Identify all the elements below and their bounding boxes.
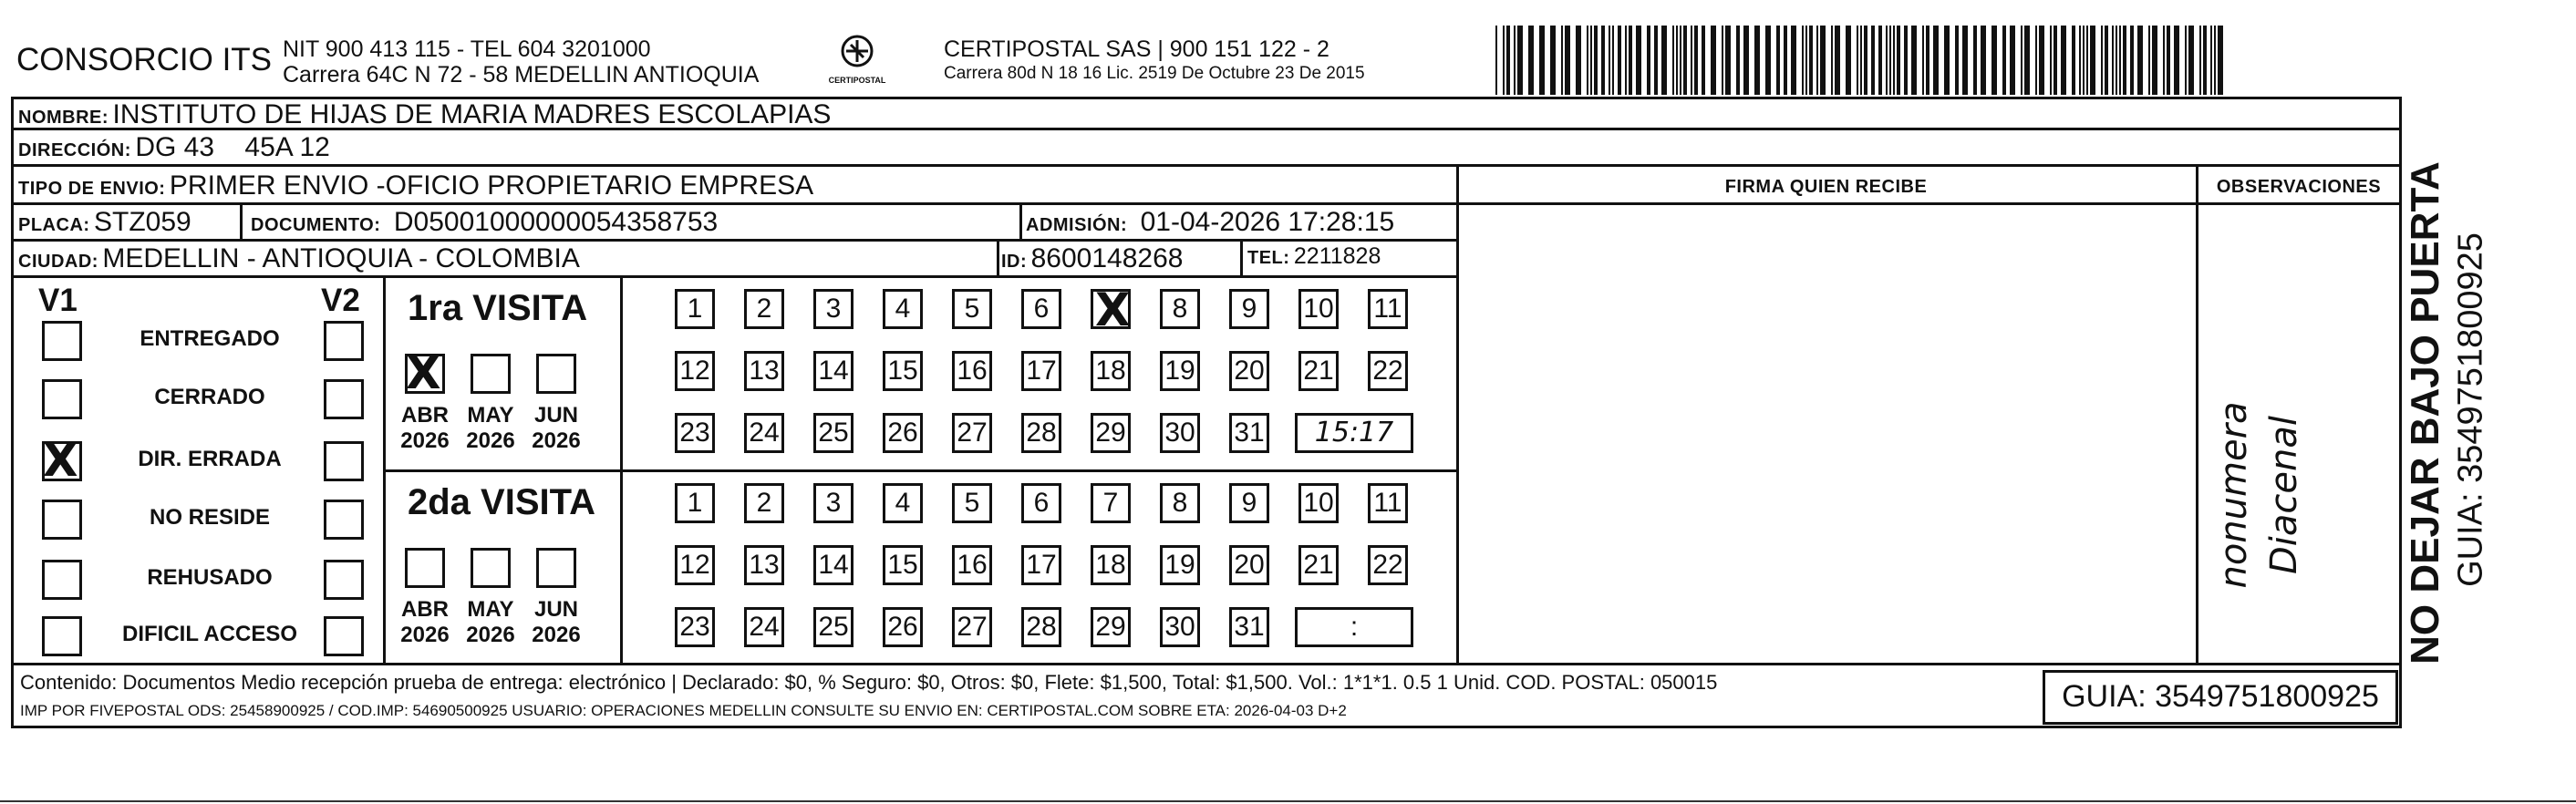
day-checkbox[interactable]: 19 xyxy=(1160,545,1200,585)
scan-edge-line xyxy=(0,800,2576,802)
status-reason-label: REHUSADO xyxy=(147,565,273,590)
day-checkbox[interactable]: 13 xyxy=(744,351,784,391)
day-checkbox[interactable]: 27 xyxy=(952,413,992,453)
no-dejar-bajo-puerta: NO DEJAR BAJO PUERTA xyxy=(2403,161,2447,665)
company-nit-tel: NIT 900 413 115 - TEL 604 3201000 xyxy=(283,36,651,62)
certipostal-logo-text: CERTIPOSTAL xyxy=(828,76,886,85)
day-checkbox[interactable]: 27 xyxy=(952,607,992,647)
day-checkbox[interactable]: 12 xyxy=(675,351,715,391)
ciudad-label: CIUDAD: xyxy=(18,252,98,272)
v1-checkbox[interactable] xyxy=(42,560,82,600)
day-checkbox[interactable]: 21 xyxy=(1298,351,1339,391)
day-checkbox[interactable]: 16 xyxy=(952,545,992,585)
time-field[interactable]: : xyxy=(1295,607,1413,647)
month-label xyxy=(461,403,520,454)
month-checkbox[interactable] xyxy=(536,354,576,394)
day-checkbox[interactable]: 2 xyxy=(744,483,784,523)
day-checkbox[interactable]: 11 xyxy=(1368,289,1408,329)
placa-value: STZ059 xyxy=(94,207,191,237)
visit-title: 1ra VISITA xyxy=(408,288,588,328)
day-checkbox[interactable]: 9 xyxy=(1229,289,1269,329)
day-checkbox[interactable]: 26 xyxy=(883,413,923,453)
day-checkbox[interactable]: 31 xyxy=(1229,607,1269,647)
day-checkbox[interactable]: 23 xyxy=(675,413,715,453)
status-reason-label: NO RESIDE xyxy=(149,505,271,530)
month-label xyxy=(527,597,585,648)
certipostal-line2: Carrera 80d N 18 16 Lic. 2519 De Octubre 23 De 2015 xyxy=(944,64,1365,83)
footer-guia: GUIA: 3549751800925 xyxy=(2062,679,2379,714)
placa-label: PLACA: xyxy=(18,215,90,235)
company-address: Carrera 64C N 72 - 58 MEDELLIN ANTIOQUIA xyxy=(283,62,760,88)
month-year: 2026 xyxy=(400,623,450,647)
day-checkbox[interactable]: 11 xyxy=(1368,483,1408,523)
nombre-value: INSTITUTO DE HIJAS DE MARIA MADRES ESCOLAPIAS xyxy=(112,99,832,129)
day-checkbox[interactable]: 10 xyxy=(1298,289,1339,329)
company-name: CONSORCIO ITS xyxy=(16,42,273,77)
nombre-row xyxy=(18,99,831,130)
documento-value: D05001000000054358753 xyxy=(393,207,719,237)
day-checkbox[interactable]: 26 xyxy=(883,607,923,647)
month-checkbox[interactable] xyxy=(471,548,511,588)
day-checkbox[interactable]: 1 xyxy=(675,289,715,329)
admision-value: 01-04-2026 17:28:15 xyxy=(1140,207,1395,237)
day-checkbox[interactable]: 6 xyxy=(1021,289,1061,329)
time-field[interactable]: 15:17 xyxy=(1295,413,1413,453)
day-checkbox[interactable]: 22 xyxy=(1368,545,1408,585)
day-checkbox[interactable]: 14 xyxy=(813,351,853,391)
day-checkbox[interactable]: 29 xyxy=(1091,607,1131,647)
day-checkbox[interactable]: 19 xyxy=(1160,351,1200,391)
month-checkbox[interactable] xyxy=(536,548,576,588)
day-checkbox[interactable]: 20 xyxy=(1229,351,1269,391)
month-year: 2026 xyxy=(466,623,515,647)
nombre-label: NOMBRE: xyxy=(18,108,109,128)
ciudad-row xyxy=(18,243,580,274)
v1-checkbox[interactable] xyxy=(42,500,82,540)
month-name: JUN xyxy=(533,403,578,428)
observaciones-label: OBSERVACIONES xyxy=(2216,177,2382,197)
firma-label: FIRMA QUIEN RECIBE xyxy=(1724,177,1928,197)
day-checkbox[interactable]: 24 xyxy=(744,607,784,647)
tipo-value: PRIMER ENVIO -OFICIO PROPIETARIO EMPRESA xyxy=(169,170,814,201)
day-checkbox[interactable]: 18 xyxy=(1091,545,1131,585)
check-mark-icon: X xyxy=(406,346,441,399)
placa-row xyxy=(18,207,191,238)
month-year: 2026 xyxy=(532,623,581,647)
month-label xyxy=(396,403,454,454)
day-checkbox[interactable]: 15 xyxy=(883,351,923,391)
v1-checkbox[interactable] xyxy=(42,379,82,419)
month-checkbox[interactable] xyxy=(471,354,511,394)
day-checkbox[interactable]: 25 xyxy=(813,413,853,453)
day-checkbox[interactable]: 28 xyxy=(1021,413,1061,453)
day-checkbox[interactable]: 8 xyxy=(1160,289,1200,329)
day-checkbox[interactable]: 3 xyxy=(813,483,853,523)
day-checkbox[interactable]: 16 xyxy=(952,351,992,391)
status-reason-label: DIR. ERRADA xyxy=(138,447,282,471)
day-checkbox[interactable]: 23 xyxy=(675,607,715,647)
status-reason-label: DIFICIL ACCESO xyxy=(121,622,297,646)
day-checkbox[interactable]: 30 xyxy=(1160,413,1200,453)
direccion-row xyxy=(18,132,330,163)
day-checkbox[interactable]: 22 xyxy=(1368,351,1408,391)
id-row xyxy=(1001,243,1183,274)
day-checkbox[interactable]: 14 xyxy=(813,545,853,585)
day-checkbox[interactable]: 13 xyxy=(744,545,784,585)
v2-label: V2 xyxy=(321,283,360,318)
day-checkbox[interactable]: 24 xyxy=(744,413,784,453)
admision-label: ADMISIÓN: xyxy=(1026,215,1128,235)
visit-title: 2da VISITA xyxy=(408,482,595,522)
month-name: ABR xyxy=(401,403,449,428)
month-year: 2026 xyxy=(532,428,581,453)
direccion-label: DIRECCIÓN: xyxy=(18,140,131,160)
day-checkbox[interactable]: 3 xyxy=(813,289,853,329)
check-mark-icon: X xyxy=(1095,283,1131,336)
tel-label: TEL: xyxy=(1247,248,1290,268)
month-year: 2026 xyxy=(466,428,515,453)
admision-row xyxy=(1026,207,1394,238)
month-label xyxy=(527,403,585,454)
v1-label: V1 xyxy=(38,283,78,318)
day-checkbox[interactable]: 7 xyxy=(1091,483,1131,523)
v1-checkbox[interactable] xyxy=(42,434,82,487)
day-checkbox[interactable]: 5 xyxy=(952,483,992,523)
month-label xyxy=(396,597,454,648)
month-name: ABR xyxy=(401,597,449,622)
day-checkbox[interactable]: 9 xyxy=(1229,483,1269,523)
tel-value: 2211828 xyxy=(1293,243,1381,269)
v2-checkbox[interactable] xyxy=(324,441,364,481)
tel-row xyxy=(1247,243,1381,270)
day-checkbox[interactable]: 15 xyxy=(883,545,923,585)
check-mark-icon: X xyxy=(43,434,78,487)
id-label: ID: xyxy=(1001,252,1028,272)
status-reason-label: CERRADO xyxy=(154,385,265,409)
documento-row xyxy=(251,207,718,238)
v2-checkbox[interactable] xyxy=(324,560,364,600)
day-checkbox[interactable]: 17 xyxy=(1021,545,1061,585)
day-checkbox[interactable]: 25 xyxy=(813,607,853,647)
direccion-value: DG 43 45A 12 xyxy=(135,132,330,162)
day-checkbox[interactable]: 20 xyxy=(1229,545,1269,585)
month-name: MAY xyxy=(467,597,514,622)
day-checkbox[interactable]: 21 xyxy=(1298,545,1339,585)
month-year: 2026 xyxy=(400,428,450,453)
id-value: 8600148268 xyxy=(1030,243,1184,273)
day-checkbox[interactable]: 12 xyxy=(675,545,715,585)
v1-checkbox[interactable] xyxy=(42,321,82,361)
v2-checkbox[interactable] xyxy=(324,379,364,419)
day-checkbox[interactable] xyxy=(1091,283,1131,336)
tipo-label: TIPO DE ENVIO: xyxy=(18,179,166,199)
month-name: MAY xyxy=(467,403,514,428)
day-checkbox[interactable]: 4 xyxy=(883,483,923,523)
day-checkbox[interactable]: 17 xyxy=(1021,351,1061,391)
side-guia: GUIA: 3549751800925 xyxy=(2451,232,2490,587)
v2-checkbox[interactable] xyxy=(324,321,364,361)
month-checkbox[interactable] xyxy=(405,548,445,588)
footer-contenido: Contenido: Documentos Medio recepción prueba de entrega: electrónico | Declarado: $0, % Seguro: $0, Otros: $0, Flete: $1,500, Total: $1,500. Vol.: 1*1*1. 0.5 1 Unid. COD. POSTAL: 050015 xyxy=(20,671,1718,694)
v2-checkbox[interactable] xyxy=(324,500,364,540)
day-checkbox[interactable]: 18 xyxy=(1091,351,1131,391)
observaciones-handwritten-2: Diacenal xyxy=(2263,416,2305,575)
day-checkbox[interactable]: 10 xyxy=(1298,483,1339,523)
tipo-row xyxy=(18,170,813,201)
observaciones-handwritten-1: nonumera xyxy=(2213,401,2255,589)
day-checkbox[interactable]: 4 xyxy=(883,289,923,329)
month-label xyxy=(461,597,520,648)
month-name: JUN xyxy=(533,597,578,622)
documento-label: DOCUMENTO: xyxy=(251,215,381,235)
ciudad-value: MEDELLIN - ANTIOQUIA - COLOMBIA xyxy=(102,243,580,273)
day-checkbox[interactable]: 1 xyxy=(675,483,715,523)
barcode-icon xyxy=(1495,26,2225,95)
day-checkbox[interactable]: 31 xyxy=(1229,413,1269,453)
certipostal-logo xyxy=(816,31,898,88)
v2-checkbox[interactable] xyxy=(324,616,364,656)
day-checkbox[interactable]: 8 xyxy=(1160,483,1200,523)
footer-imp: IMP POR FIVEPOSTAL ODS: 25458900925 / COD.IMP: 54690500925 USUARIO: OPERACIONES MEDELLIN CONSULTE SU ENVIO EN: CERTIPOSTAL.COM SOBRE ETA: 2026-04-03 D+2 xyxy=(20,702,1347,719)
certipostal-line1: CERTIPOSTAL SAS | 900 151 122 - 2 xyxy=(944,36,1329,62)
day-checkbox[interactable]: 30 xyxy=(1160,607,1200,647)
month-checkbox[interactable] xyxy=(405,346,445,399)
day-checkbox[interactable]: 28 xyxy=(1021,607,1061,647)
day-checkbox[interactable]: 29 xyxy=(1091,413,1131,453)
day-checkbox[interactable]: 5 xyxy=(952,289,992,329)
day-checkbox[interactable]: 2 xyxy=(744,289,784,329)
barcode xyxy=(1495,26,2225,95)
day-checkbox[interactable]: 6 xyxy=(1021,483,1061,523)
v1-checkbox[interactable] xyxy=(42,616,82,656)
status-reason-label: ENTREGADO xyxy=(140,326,280,351)
certipostal-logo-icon xyxy=(816,31,898,71)
